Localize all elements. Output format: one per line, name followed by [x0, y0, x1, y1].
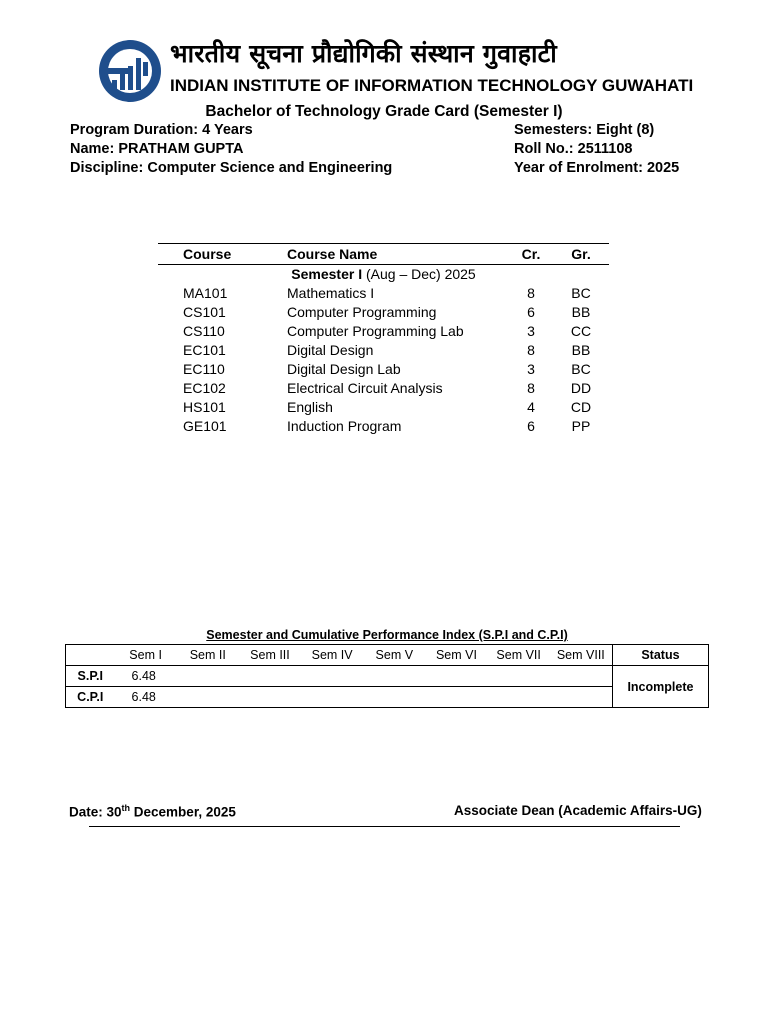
issue-date: Date: 30th December, 2025 — [69, 803, 236, 820]
course-credits: 3 — [527, 323, 535, 340]
sem-header: Sem II — [177, 645, 239, 666]
cpi-sem1-value: 6.48 — [115, 687, 177, 708]
performance-index-title: Semester and Cumulative Performance Index (S.P.I and C.P.I) — [206, 628, 568, 642]
spi-row — [66, 666, 709, 687]
course-name: English — [287, 398, 333, 415]
col-header-credits: Cr. — [509, 244, 553, 265]
course-grade: CD — [570, 398, 592, 415]
col-header-grade: Gr. — [553, 244, 609, 265]
grade-card-title: Bachelor of Technology Grade Card (Semester I) — [205, 103, 563, 120]
institute-name-english: INDIAN INSTITUTE OF INFORMATION TECHNOLOGY GUWAHATI — [170, 76, 694, 95]
course-table-header — [158, 244, 609, 265]
course-code: EC102 — [183, 379, 226, 396]
sem-header: Sem VI — [425, 645, 487, 666]
course-table — [158, 243, 609, 435]
course-code: CS110 — [183, 323, 225, 340]
status-header: Status — [612, 645, 708, 666]
table-row — [158, 284, 609, 303]
course-name: Electrical Circuit Analysis — [287, 379, 443, 396]
signatory: Associate Dean (Academic Affairs-UG) — [454, 803, 702, 818]
course-code: HS101 — [183, 398, 226, 415]
performance-header-row — [66, 645, 709, 666]
col-header-course: Course — [158, 244, 287, 265]
student-name: Name: PRATHAM GUPTA — [70, 141, 244, 157]
course-grade: BC — [571, 285, 591, 302]
table-row — [158, 303, 609, 322]
institute-name-hindi: भारतीय सूचना प्रौद्योगिकी संस्थान गुवाहाटी — [170, 39, 557, 68]
sem-header: Sem I — [115, 645, 177, 666]
status-value: Incomplete — [612, 666, 708, 708]
course-code: EC110 — [183, 360, 225, 377]
course-credits: 6 — [527, 417, 535, 434]
course-credits: 4 — [527, 398, 535, 415]
sem-header: Sem V — [363, 645, 425, 666]
course-credits: 8 — [527, 285, 535, 302]
course-credits: 8 — [527, 342, 535, 358]
program-duration: Program Duration: 4 Years — [70, 122, 253, 138]
semester-label: Semester I — [291, 266, 363, 283]
semester-period: (Aug – Dec) 2025 — [362, 266, 476, 283]
semesters-count: Semesters: Eight (8) — [514, 122, 655, 138]
course-grade: BC — [571, 360, 591, 377]
course-name: Induction Program — [287, 417, 402, 434]
table-row — [158, 397, 609, 416]
discipline: Discipline: Computer Science and Engineering — [70, 160, 393, 176]
roll-number: Roll No.: 2511108 — [514, 141, 633, 157]
sem-header: Sem VII — [488, 645, 550, 666]
table-row — [158, 322, 609, 341]
course-name: Computer Programming — [287, 304, 437, 321]
course-name: Digital Design Lab — [287, 360, 401, 377]
course-code: EC101 — [183, 342, 226, 358]
course-grade: BB — [571, 304, 591, 321]
year-of-enrolment: Year of Enrolment: 2025 — [514, 160, 680, 176]
course-code: GE101 — [183, 417, 227, 434]
course-grade: CC — [570, 323, 592, 340]
course-credits: 3 — [527, 360, 535, 377]
performance-index-table — [65, 644, 709, 708]
spi-label: S.P.I — [66, 666, 115, 687]
footer-divider — [89, 826, 680, 827]
cpi-label: C.P.I — [66, 687, 115, 708]
table-row — [158, 378, 609, 397]
sem-header: Sem III — [239, 645, 301, 666]
institute-logo — [97, 38, 163, 104]
course-credits: 6 — [527, 304, 535, 321]
semester-heading-row — [158, 265, 609, 284]
course-name: Digital Design — [287, 342, 374, 358]
col-header-course-name: Course Name — [287, 244, 509, 265]
sem-header: Sem IV — [301, 645, 363, 666]
table-row — [158, 359, 609, 378]
table-row — [158, 416, 609, 435]
table-row — [158, 341, 609, 360]
course-code: CS101 — [183, 304, 226, 321]
course-code: MA101 — [183, 285, 228, 302]
course-name: Mathematics I — [287, 285, 375, 302]
course-credits: 8 — [527, 379, 535, 396]
course-grade: DD — [570, 379, 592, 396]
cpi-row — [66, 687, 709, 708]
spi-sem1-value: 6.48 — [115, 666, 177, 687]
course-grade: PP — [571, 417, 591, 434]
course-name: Computer Programming Lab — [287, 323, 464, 340]
sem-header: Sem VIII — [550, 645, 613, 666]
course-grade: BB — [571, 342, 591, 358]
